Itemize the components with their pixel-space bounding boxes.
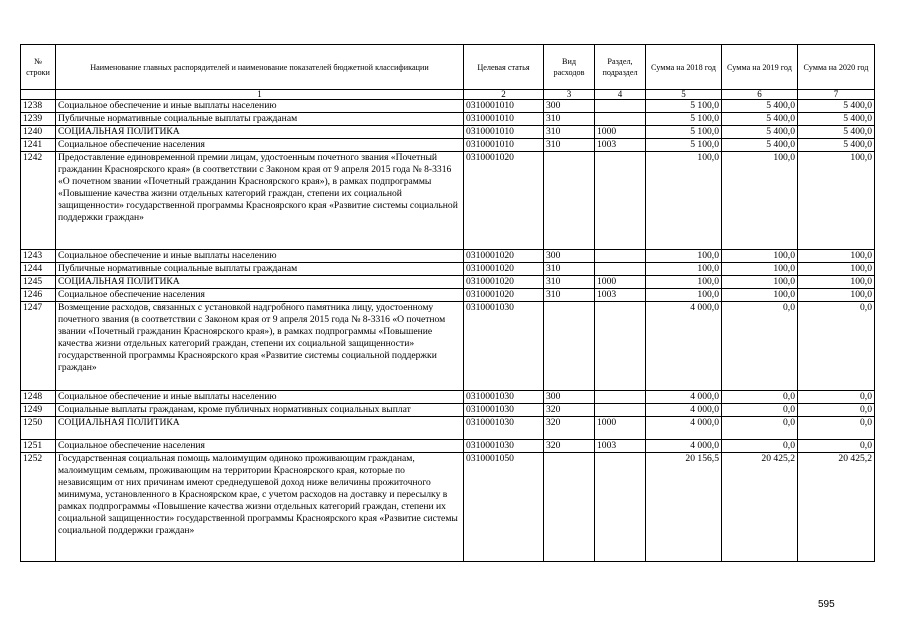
row-expense-type (544, 152, 595, 250)
row-target-article: 0310001020 (464, 276, 544, 289)
row-expense-type: 300 (544, 250, 595, 263)
table-row (21, 302, 875, 391)
row-sum-2018: 100,0 (646, 263, 722, 276)
row-sum-2020: 0,0 (798, 440, 875, 453)
row-target-article: 0310001010 (464, 139, 544, 152)
row-sum-2019: 0,0 (722, 391, 798, 404)
row-number: 1246 (21, 289, 56, 302)
table-row (21, 139, 875, 152)
header-sum-2018: Сумма на 2018 год (646, 45, 722, 90)
row-sum-2019: 5 400,0 (722, 126, 798, 139)
row-section: 1000 (595, 276, 646, 289)
row-number: 1248 (21, 391, 56, 404)
row-name: Социальное обеспечение и иные выплаты населению (56, 250, 464, 263)
row-number: 1239 (21, 113, 56, 126)
row-section (595, 263, 646, 276)
row-name: Публичные нормативные социальные выплаты гражданам (56, 263, 464, 276)
row-number: 1244 (21, 263, 56, 276)
row-sum-2020: 100,0 (798, 152, 875, 250)
row-sum-2019: 0,0 (722, 440, 798, 453)
row-name: Социальные выплаты гражданам, кроме публичных нормативных социальных выплат (56, 404, 464, 417)
row-expense-type: 320 (544, 417, 595, 440)
row-target-article: 0310001030 (464, 404, 544, 417)
table-row (21, 417, 875, 440)
row-target-article: 0310001030 (464, 440, 544, 453)
row-sum-2019: 20 425,2 (722, 453, 798, 562)
row-number: 1247 (21, 302, 56, 391)
row-sum-2020: 5 400,0 (798, 126, 875, 139)
row-name: Публичные нормативные социальные выплаты гражданам (56, 113, 464, 126)
column-number: 2 (464, 90, 544, 100)
row-sum-2020: 20 425,2 (798, 453, 875, 562)
header-sum-2019: Сумма на 2019 год (722, 45, 798, 90)
row-section (595, 453, 646, 562)
header-name: Наименование главных распорядителей и наименование показателей бюджетной классификации (56, 45, 464, 90)
row-sum-2018: 100,0 (646, 276, 722, 289)
row-expense-type: 310 (544, 276, 595, 289)
row-sum-2019: 5 400,0 (722, 113, 798, 126)
row-sum-2019: 100,0 (722, 289, 798, 302)
row-sum-2018: 100,0 (646, 250, 722, 263)
row-expense-type: 300 (544, 100, 595, 113)
row-sum-2019: 0,0 (722, 302, 798, 391)
column-number: 4 (595, 90, 646, 100)
row-expense-type: 320 (544, 440, 595, 453)
row-sum-2018: 20 156,5 (646, 453, 722, 562)
row-sum-2018: 4 000,0 (646, 404, 722, 417)
row-section: 1000 (595, 417, 646, 440)
row-name: Социальное обеспечение и иные выплаты населению (56, 391, 464, 404)
row-number: 1250 (21, 417, 56, 440)
row-target-article: 0310001010 (464, 100, 544, 113)
table-row (21, 250, 875, 263)
row-sum-2018: 5 100,0 (646, 100, 722, 113)
row-sum-2019: 0,0 (722, 417, 798, 440)
row-sum-2019: 100,0 (722, 276, 798, 289)
column-number (21, 90, 56, 100)
row-sum-2019: 5 400,0 (722, 100, 798, 113)
row-name: Социальное обеспечение и иные выплаты населению (56, 100, 464, 113)
row-expense-type (544, 453, 595, 562)
row-section (595, 152, 646, 250)
row-number: 1251 (21, 440, 56, 453)
row-sum-2018: 4 000,0 (646, 417, 722, 440)
row-number: 1245 (21, 276, 56, 289)
row-sum-2020: 0,0 (798, 417, 875, 440)
row-expense-type: 310 (544, 263, 595, 276)
table-row (21, 276, 875, 289)
row-sum-2018: 4 000,0 (646, 391, 722, 404)
table-body (21, 100, 875, 562)
column-number: 6 (722, 90, 798, 100)
page-number: 595 (818, 599, 835, 610)
table-row (21, 440, 875, 453)
row-name: СОЦИАЛЬНАЯ ПОЛИТИКА (56, 276, 464, 289)
row-target-article: 0310001030 (464, 391, 544, 404)
column-number: 3 (544, 90, 595, 100)
row-section (595, 100, 646, 113)
row-name: Возмещение расходов, связанных с установкой надгробного памятника лицу, удостоенному почетного звания (в соответствии с Законом края от 9 апреля 2015 года № 8-3316 «О почетном звании «Почетный гражданин Красноярского края»), в рамках подпрограммы «Повышение качества жизни отдельных категорий граждан, степени их социальной защищенности» государственной программы Красноярского края «Развитие системы социальной поддержки граждан» (56, 302, 464, 391)
row-expense-type (544, 302, 595, 391)
row-number: 1240 (21, 126, 56, 139)
row-expense-type: 320 (544, 404, 595, 417)
row-section (595, 391, 646, 404)
row-sum-2020: 100,0 (798, 276, 875, 289)
column-number: 5 (646, 90, 722, 100)
row-sum-2019: 5 400,0 (722, 139, 798, 152)
table-row (21, 113, 875, 126)
row-target-article: 0310001050 (464, 453, 544, 562)
row-section: 1000 (595, 126, 646, 139)
row-section (595, 404, 646, 417)
row-expense-type: 310 (544, 289, 595, 302)
row-sum-2020: 100,0 (798, 250, 875, 263)
row-target-article: 0310001020 (464, 263, 544, 276)
row-sum-2020: 5 400,0 (798, 113, 875, 126)
table-row (21, 404, 875, 417)
row-section (595, 302, 646, 391)
row-target-article: 0310001020 (464, 152, 544, 250)
row-sum-2018: 100,0 (646, 152, 722, 250)
row-target-article: 0310001020 (464, 289, 544, 302)
column-number-row (21, 90, 875, 100)
table-row (21, 152, 875, 250)
row-sum-2019: 100,0 (722, 152, 798, 250)
table-row (21, 391, 875, 404)
row-sum-2018: 5 100,0 (646, 139, 722, 152)
row-sum-2020: 100,0 (798, 289, 875, 302)
row-sum-2020: 0,0 (798, 391, 875, 404)
row-sum-2020: 100,0 (798, 263, 875, 276)
budget-table (20, 44, 875, 562)
header-row (21, 45, 875, 90)
table-row (21, 263, 875, 276)
row-target-article: 0310001030 (464, 417, 544, 440)
row-sum-2019: 100,0 (722, 263, 798, 276)
row-name: Государственная социальная помощь малоимущим одиноко проживающим гражданам, малоимущим семьям, проживающим на территории Красноярского края, которые по независящим от них причинам имеют среднедушевой доход ниже величины прожиточного минимума, установленного в Красноярском крае, с учетом расходов на доставку и пересылку в рамках подпрограммы «Повышение качества жизни отдельных категорий граждан, степени их социальной защищенности» государственной программы Красноярского края «Развитие системы социальной поддержки граждан» (56, 453, 464, 562)
header-sum-2020: Сумма на 2020 год (798, 45, 875, 90)
row-sum-2018: 5 100,0 (646, 113, 722, 126)
row-name: Социальное обеспечение населения (56, 139, 464, 152)
row-number: 1252 (21, 453, 56, 562)
row-sum-2020: 5 400,0 (798, 100, 875, 113)
header-expense-type: Вид расходов (544, 45, 595, 90)
row-number: 1243 (21, 250, 56, 263)
row-target-article: 0310001020 (464, 250, 544, 263)
row-target-article: 0310001010 (464, 113, 544, 126)
row-number: 1238 (21, 100, 56, 113)
row-section: 1003 (595, 440, 646, 453)
row-number: 1249 (21, 404, 56, 417)
row-name: СОЦИАЛЬНАЯ ПОЛИТИКА (56, 126, 464, 139)
row-sum-2018: 4 000,0 (646, 440, 722, 453)
row-expense-type: 310 (544, 113, 595, 126)
row-section (595, 250, 646, 263)
row-target-article: 0310001010 (464, 126, 544, 139)
row-name: Социальное обеспечение населения (56, 440, 464, 453)
row-section: 1003 (595, 289, 646, 302)
row-sum-2019: 100,0 (722, 250, 798, 263)
row-section: 1003 (595, 139, 646, 152)
row-name: СОЦИАЛЬНАЯ ПОЛИТИКА (56, 417, 464, 440)
row-number: 1242 (21, 152, 56, 250)
table-row (21, 126, 875, 139)
row-sum-2018: 100,0 (646, 289, 722, 302)
row-number: 1241 (21, 139, 56, 152)
row-sum-2020: 0,0 (798, 404, 875, 417)
table-row (21, 289, 875, 302)
row-expense-type: 300 (544, 391, 595, 404)
table-row (21, 100, 875, 113)
header-target-article: Целевая статья (464, 45, 544, 90)
table-row (21, 453, 875, 562)
row-name: Предоставление единовременной премии лицам, удостоенным почетного звания «Почетный гражданин Красноярского края» (в соответствии с Законом края от 9 апреля 2015 года № 8-3316 «О почетном звании «Почетный гражданин Красноярского края»), в рамках подпрограммы «Повышение качества жизни отдельных категорий граждан, степени их социальной защищенности» государственной программы Красноярского края «Развитие системы социальной поддержки граждан» (56, 152, 464, 250)
row-name: Социальное обеспечение населения (56, 289, 464, 302)
header-section: Раздел, подраздел (595, 45, 646, 90)
row-sum-2020: 0,0 (798, 302, 875, 391)
row-section (595, 113, 646, 126)
row-expense-type: 310 (544, 126, 595, 139)
row-sum-2019: 0,0 (722, 404, 798, 417)
row-sum-2018: 4 000,0 (646, 302, 722, 391)
row-sum-2018: 5 100,0 (646, 126, 722, 139)
column-number: 7 (798, 90, 875, 100)
row-sum-2020: 5 400,0 (798, 139, 875, 152)
header-row-number: № строки (21, 45, 56, 90)
column-number: 1 (56, 90, 464, 100)
row-target-article: 0310001030 (464, 302, 544, 391)
row-expense-type: 310 (544, 139, 595, 152)
